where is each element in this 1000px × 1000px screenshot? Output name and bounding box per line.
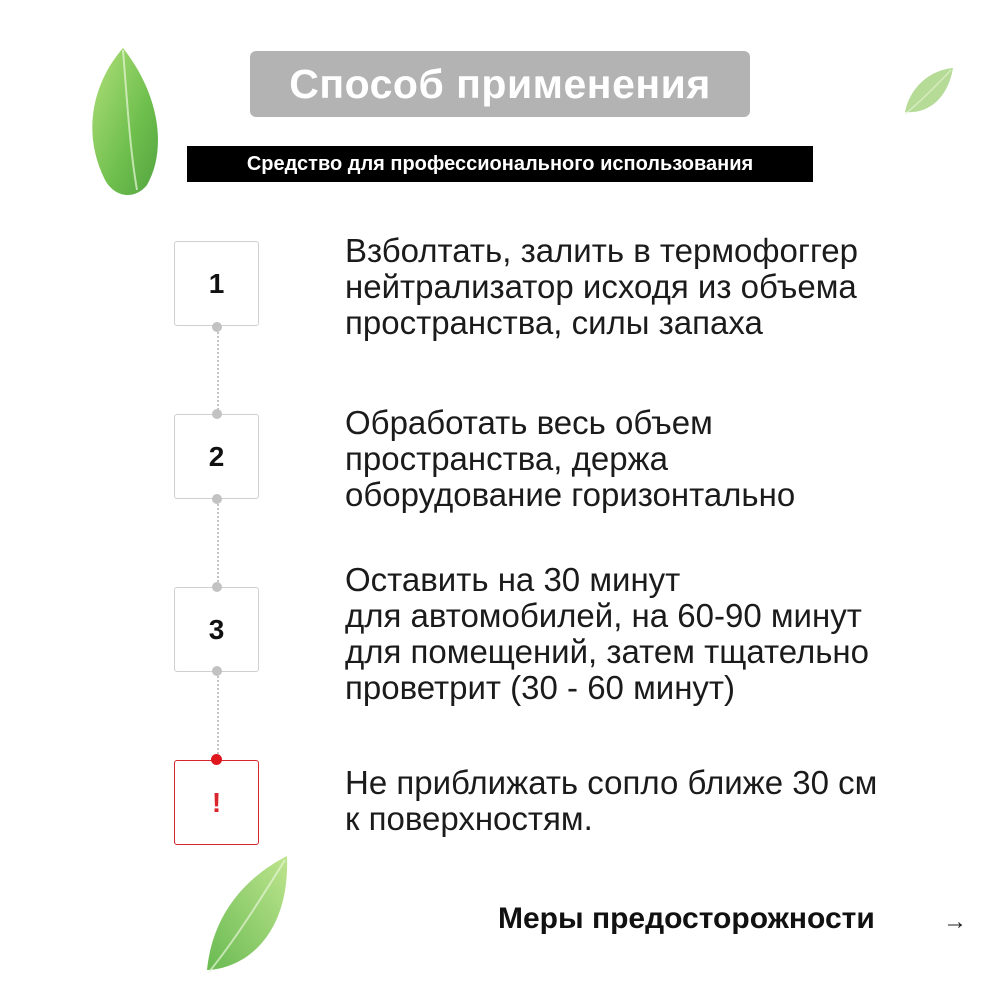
connector-dot	[212, 409, 222, 419]
step-line: оборудование горизонтально	[345, 476, 796, 513]
step-text-1	[345, 233, 858, 341]
connector-3-warn	[217, 672, 219, 758]
warning-exclamation-icon: !	[211, 786, 222, 818]
step-line: нейтрализатор исходя из объема	[345, 268, 857, 305]
step-line: пространства, держа	[345, 440, 668, 477]
precautions-link[interactable]: Меры предосторожности	[498, 902, 875, 935]
step-line: к поверхностям.	[345, 800, 593, 837]
step-line: Оставить на 30 минут	[345, 561, 681, 598]
leaf-top-left-icon	[75, 40, 170, 205]
connector-dot	[212, 322, 222, 332]
step-marker-1	[174, 241, 259, 326]
step-line: Взболтать, залить в термофоггер	[345, 232, 858, 269]
connector-dot	[212, 582, 222, 592]
leaf-bottom-left-icon	[195, 850, 305, 985]
connector-1-2	[217, 328, 219, 414]
warning-text	[345, 765, 877, 837]
step-text-3	[345, 562, 869, 706]
step-line: проветрит (30 - 60 минут)	[345, 669, 736, 706]
arrow-right-icon[interactable]: →	[943, 908, 967, 935]
page-title: Способ применения	[289, 60, 711, 107]
step-marker-label: 3	[208, 613, 225, 645]
title-banner	[250, 51, 750, 117]
connector-dot	[212, 666, 222, 676]
warning-dot	[211, 754, 222, 765]
step-line: пространства, силы запаха	[345, 304, 763, 341]
connector-2-3	[217, 500, 219, 586]
step-line: Обработать весь объем	[345, 404, 713, 441]
step-line: для автомобилей, на 60-90 минут	[345, 597, 862, 634]
leaf-top-right-icon	[895, 62, 960, 122]
step-marker-label: 1	[208, 267, 225, 299]
step-marker-label: 2	[208, 440, 225, 472]
step-text-2	[345, 405, 795, 513]
step-line: для помещений, затем тщательно	[345, 633, 870, 670]
step-marker-2	[174, 414, 259, 499]
step-marker-3	[174, 587, 259, 672]
connector-dot	[212, 494, 222, 504]
step-line: Не приближать сопло ближе 30 см	[345, 764, 878, 801]
subtitle-banner: Средство для профессионального использования	[187, 146, 813, 182]
warning-marker	[174, 760, 259, 845]
